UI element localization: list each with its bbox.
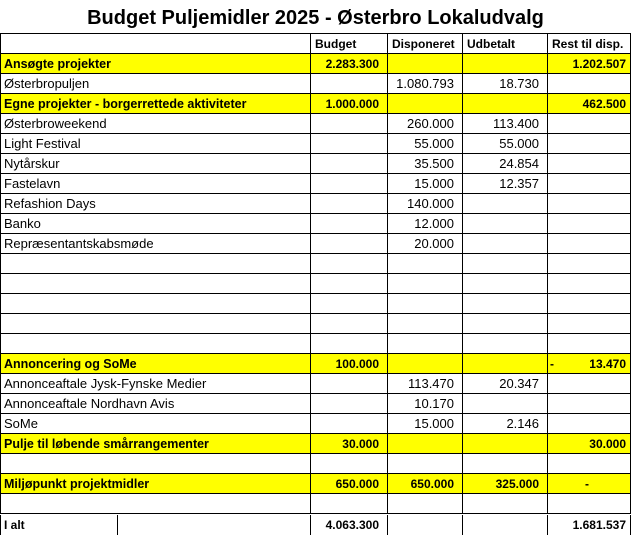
row-label[interactable] bbox=[0, 254, 311, 274]
rest-cell[interactable] bbox=[548, 234, 631, 254]
table-row bbox=[0, 394, 631, 414]
table-row bbox=[0, 114, 631, 134]
table-row bbox=[0, 374, 631, 394]
budget-cell[interactable] bbox=[311, 234, 388, 254]
rest-cell[interactable] bbox=[548, 114, 631, 134]
udbetalt-cell[interactable] bbox=[463, 515, 548, 535]
disponeret-cell[interactable] bbox=[388, 54, 463, 74]
udbetalt-cell[interactable] bbox=[463, 314, 548, 334]
budget-cell[interactable]: 2.283.300 bbox=[311, 54, 388, 74]
udbetalt-cell[interactable] bbox=[463, 434, 548, 454]
rest-cell[interactable] bbox=[548, 314, 631, 334]
budget-cell[interactable] bbox=[311, 494, 388, 514]
header-row bbox=[0, 34, 631, 54]
rest-cell[interactable] bbox=[548, 134, 631, 154]
table-row bbox=[0, 515, 631, 535]
empty-cell[interactable] bbox=[117, 515, 311, 535]
disponeret-cell[interactable]: 650.000 bbox=[388, 474, 463, 494]
rest-cell[interactable] bbox=[548, 194, 631, 214]
table-row bbox=[0, 74, 631, 94]
row-label[interactable]: Annonceaftale Jysk-Fynske Medier bbox=[0, 374, 311, 394]
disponeret-cell[interactable]: 15.000 bbox=[388, 174, 463, 194]
table-row bbox=[0, 454, 631, 474]
row-label[interactable]: Ansøgte projekter bbox=[0, 54, 311, 74]
row-label[interactable]: Banko bbox=[0, 214, 311, 234]
disponeret-cell[interactable] bbox=[388, 434, 463, 454]
rest-cell[interactable]: 462.500 bbox=[548, 94, 631, 114]
udbetalt-cell[interactable] bbox=[463, 274, 548, 294]
udbetalt-cell[interactable]: 18.730 bbox=[463, 74, 548, 94]
rest-cell[interactable] bbox=[548, 454, 631, 474]
row-label[interactable]: Annonceaftale Nordhavn Avis bbox=[0, 394, 311, 414]
disponeret-header[interactable]: Disponeret bbox=[388, 34, 463, 54]
table-row bbox=[0, 474, 631, 494]
table-row bbox=[0, 414, 631, 434]
budget-cell[interactable] bbox=[311, 154, 388, 174]
table-row bbox=[0, 294, 631, 314]
row-label[interactable]: Miljøpunkt projektmidler bbox=[0, 474, 311, 494]
budget-cell[interactable] bbox=[311, 114, 388, 134]
budget-cell[interactable] bbox=[311, 294, 388, 314]
table-row bbox=[0, 494, 631, 514]
udbetalt-cell[interactable] bbox=[463, 334, 548, 354]
sheet-title: Budget Puljemidler 2025 - Østerbro Lokaludvalg bbox=[0, 0, 631, 34]
udbetalt-cell[interactable]: 2.146 bbox=[463, 414, 548, 434]
budget-cell[interactable]: 650.000 bbox=[311, 474, 388, 494]
disponeret-cell[interactable]: 55.000 bbox=[388, 134, 463, 154]
budget-cell[interactable] bbox=[311, 394, 388, 414]
table-row bbox=[0, 314, 631, 334]
row-label[interactable]: Refashion Days bbox=[0, 194, 311, 214]
disponeret-cell[interactable] bbox=[388, 254, 463, 274]
disponeret-cell[interactable]: 15.000 bbox=[388, 414, 463, 434]
disponeret-cell[interactable] bbox=[388, 94, 463, 114]
row-label[interactable] bbox=[0, 274, 311, 294]
budget-cell[interactable]: 100.000 bbox=[311, 354, 388, 374]
udbetalt-cell[interactable] bbox=[463, 354, 548, 374]
budget-cell[interactable] bbox=[311, 414, 388, 434]
budget-cell[interactable] bbox=[311, 314, 388, 334]
row-label[interactable]: Pulje til løbende smårrangementer bbox=[0, 434, 311, 454]
row-label[interactable]: SoMe bbox=[0, 414, 311, 434]
udbetalt-cell[interactable] bbox=[463, 454, 548, 474]
rest-cell[interactable] bbox=[548, 274, 631, 294]
budget-cell[interactable] bbox=[311, 214, 388, 234]
row-label[interactable]: Annoncering og SoMe bbox=[0, 354, 311, 374]
budget-cell[interactable] bbox=[311, 254, 388, 274]
rest-cell[interactable]: 1.202.507 bbox=[548, 54, 631, 74]
disponeret-cell[interactable]: 20.000 bbox=[388, 234, 463, 254]
row-label[interactable]: Østerbroweekend bbox=[0, 114, 311, 134]
disponeret-cell[interactable] bbox=[388, 274, 463, 294]
udbetalt-cell[interactable]: 55.000 bbox=[463, 134, 548, 154]
table-row bbox=[0, 54, 631, 74]
udbetalt-cell[interactable]: 325.000 bbox=[463, 474, 548, 494]
disponeret-cell[interactable] bbox=[388, 354, 463, 374]
budget-cell[interactable] bbox=[311, 374, 388, 394]
rest-cell[interactable]: 1.681.537 bbox=[548, 515, 631, 535]
budget-cell[interactable] bbox=[311, 134, 388, 154]
row-label[interactable] bbox=[0, 494, 311, 514]
table-row bbox=[0, 214, 631, 234]
table-row bbox=[0, 194, 631, 214]
table-row bbox=[0, 434, 631, 454]
udbetalt-cell[interactable] bbox=[463, 394, 548, 414]
udbetalt-cell[interactable]: 20.347 bbox=[463, 374, 548, 394]
rest-cell[interactable] bbox=[548, 74, 631, 94]
rest-cell[interactable]: 30.000 bbox=[548, 434, 631, 454]
row-label[interactable]: Repræsentantskabsmøde bbox=[0, 234, 311, 254]
budget-cell[interactable]: 30.000 bbox=[311, 434, 388, 454]
table-row bbox=[0, 154, 631, 174]
disponeret-cell[interactable]: 113.470 bbox=[388, 374, 463, 394]
disponeret-cell[interactable]: 260.000 bbox=[388, 114, 463, 134]
row-label[interactable] bbox=[0, 294, 311, 314]
disponeret-cell[interactable] bbox=[388, 494, 463, 514]
row-label[interactable]: Fastelavn bbox=[0, 174, 311, 194]
row-label[interactable]: Egne projekter - borgerrettede aktiviteter bbox=[0, 94, 311, 114]
disponeret-cell[interactable]: 10.170 bbox=[388, 394, 463, 414]
rest-cell[interactable] bbox=[548, 374, 631, 394]
disponeret-cell[interactable]: 140.000 bbox=[388, 194, 463, 214]
udbetalt-cell[interactable] bbox=[463, 254, 548, 274]
row-label[interactable] bbox=[0, 454, 311, 474]
udbetalt-cell[interactable] bbox=[463, 294, 548, 314]
rest-cell[interactable] bbox=[548, 294, 631, 314]
disponeret-cell[interactable] bbox=[388, 454, 463, 474]
rest-cell[interactable] bbox=[548, 174, 631, 194]
udbetalt-cell[interactable] bbox=[463, 214, 548, 234]
rest-cell[interactable] bbox=[548, 154, 631, 174]
udbetalt-cell[interactable] bbox=[463, 54, 548, 74]
table-row bbox=[0, 174, 631, 194]
table-row bbox=[0, 234, 631, 254]
budget-cell[interactable]: 1.000.000 bbox=[311, 94, 388, 114]
row-label[interactable]: Østerbropuljen bbox=[0, 74, 311, 94]
table-row bbox=[0, 94, 631, 114]
row-label[interactable]: I alt bbox=[0, 515, 117, 535]
rest-cell[interactable]: 13.470 bbox=[548, 354, 631, 374]
budget-cell[interactable] bbox=[311, 334, 388, 354]
budget-header[interactable]: Budget bbox=[311, 34, 388, 54]
disponeret-cell[interactable] bbox=[388, 515, 463, 535]
budget-cell[interactable] bbox=[311, 174, 388, 194]
rest-cell[interactable] bbox=[548, 494, 631, 514]
rest-prefix: - bbox=[550, 357, 554, 371]
disponeret-cell[interactable] bbox=[388, 334, 463, 354]
budget-cell[interactable] bbox=[311, 74, 388, 94]
row-label[interactable]: Light Festival bbox=[0, 134, 311, 154]
udbetalt-cell[interactable]: 12.357 bbox=[463, 174, 548, 194]
table-row bbox=[0, 134, 631, 154]
table-row bbox=[0, 254, 631, 274]
udbetalt-cell[interactable] bbox=[463, 234, 548, 254]
table-row bbox=[0, 354, 631, 374]
udbetalt-cell[interactable] bbox=[463, 94, 548, 114]
udbetalt-cell[interactable]: 113.400 bbox=[463, 114, 548, 134]
budget-cell[interactable]: 4.063.300 bbox=[311, 515, 388, 535]
row-label[interactable] bbox=[0, 334, 311, 354]
table-row bbox=[0, 334, 631, 354]
disponeret-cell[interactable]: 12.000 bbox=[388, 214, 463, 234]
disponeret-cell[interactable]: 35.500 bbox=[388, 154, 463, 174]
budget-cell[interactable] bbox=[311, 194, 388, 214]
disponeret-cell[interactable] bbox=[388, 294, 463, 314]
row-label[interactable] bbox=[0, 314, 311, 334]
rest-cell[interactable]: - bbox=[548, 474, 631, 494]
disponeret-cell[interactable]: 1.080.793 bbox=[388, 74, 463, 94]
rest-cell[interactable] bbox=[548, 254, 631, 274]
udbetalt-header[interactable]: Udbetalt bbox=[463, 34, 548, 54]
disponeret-cell[interactable] bbox=[388, 314, 463, 334]
budget-cell[interactable] bbox=[311, 454, 388, 474]
budget-cell[interactable] bbox=[311, 274, 388, 294]
udbetalt-cell[interactable] bbox=[463, 194, 548, 214]
rest-cell[interactable] bbox=[548, 334, 631, 354]
rest-cell[interactable] bbox=[548, 394, 631, 414]
row-label[interactable]: Nytårskur bbox=[0, 154, 311, 174]
rest-cell[interactable] bbox=[548, 414, 631, 434]
table-row bbox=[0, 274, 631, 294]
udbetalt-cell[interactable]: 24.854 bbox=[463, 154, 548, 174]
rest-cell[interactable] bbox=[548, 214, 631, 234]
rest-header[interactable]: Rest til disp. bbox=[548, 34, 631, 54]
udbetalt-cell[interactable] bbox=[463, 494, 548, 514]
label-header[interactable] bbox=[0, 34, 311, 54]
